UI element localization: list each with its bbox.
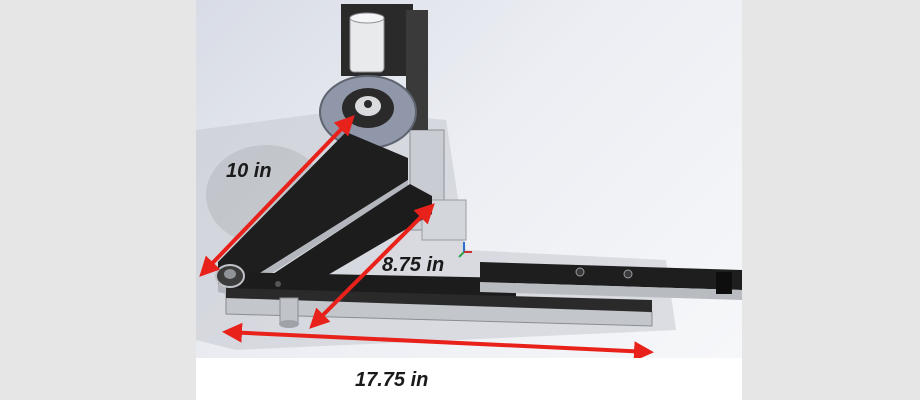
dimension-label-8-75in: 8.75 in: [382, 254, 445, 276]
caption-strip: [196, 358, 742, 400]
slider-end-cap: [716, 272, 732, 294]
dimension-label-10in: 10 in: [226, 160, 272, 182]
pulley-center: [364, 100, 372, 108]
dimension-label-17-75in: 17.75 in: [355, 369, 429, 391]
cad-render-panel: [196, 0, 742, 400]
cad-model-illustration: [196, 0, 742, 400]
slider-bolt-1: [576, 268, 584, 276]
lower-joint-foot: [279, 320, 299, 328]
slider-bolt-2: [624, 270, 632, 278]
motor-can: [350, 16, 384, 72]
motor-can-top: [350, 13, 384, 23]
bar-bolt: [275, 281, 281, 287]
left-joint-cap: [224, 269, 236, 279]
